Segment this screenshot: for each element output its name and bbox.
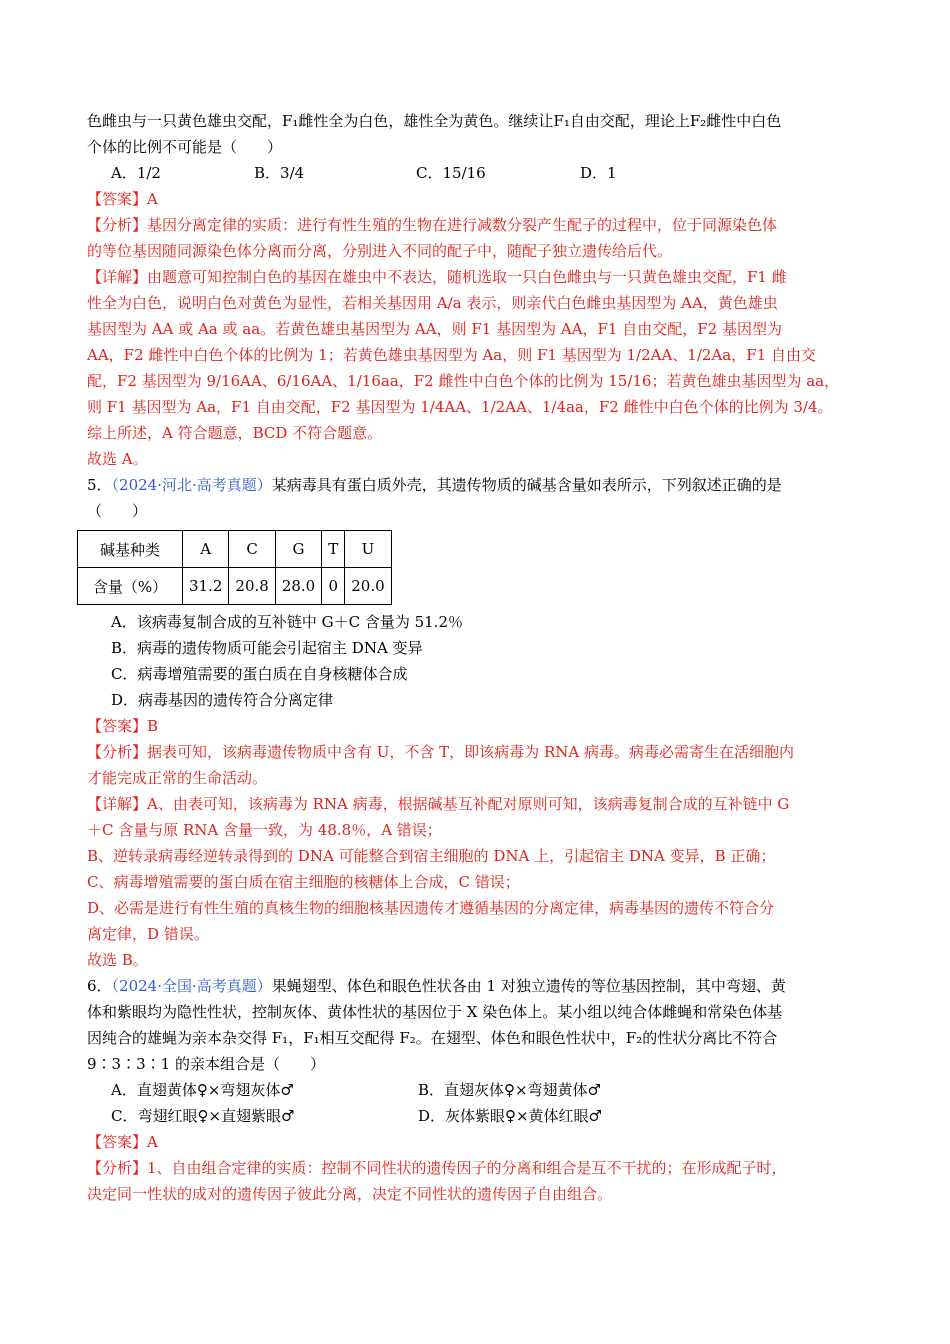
q5-number: 5．	[87, 476, 112, 494]
q6-stem-line-4: 9∶3∶3∶1 的亲本组合是（ ）	[87, 1055, 325, 1073]
q6-option-c: C．弯翅红眼♀×直翅紫眼♂	[111, 1107, 295, 1125]
table-row	[78, 531, 392, 568]
q6-stem: 果蝇翅型、体色和眼色性状各由 1 对独立遗传的等位基因控制，其中弯翅、黄	[271, 977, 786, 995]
q6-options-row-1	[87, 1077, 865, 1103]
q5-analysis-line-1: 【分析】据表可知，该病毒遗传物质中含有 U，不含 T，即该病毒为 RNA 病毒。病毒必需寄生在活细胞内	[87, 743, 794, 761]
q4-option-b: B．3/4	[254, 164, 305, 182]
q6-answer: 【答案】A	[87, 1133, 158, 1151]
q4-detail-line-1: 【详解】由题意可知控制白色的基因在雄虫中不表达，随机选取一只白色雌虫与一只黄色雄虫交配，F1 雌	[87, 268, 787, 286]
q6-stem-line-1	[87, 973, 865, 999]
q6-analysis-line-1: 【分析】1、自由组合定律的实质：控制不同性状的遗传因子的分离和组合是互不干扰的；在形成配子时，	[87, 1159, 787, 1177]
q6-options-row-2	[87, 1103, 865, 1129]
table-header-cell: 碱基种类	[78, 531, 183, 568]
q5-option-c: C．病毒增殖需要的蛋白质在自身核糖体合成	[111, 665, 408, 683]
q4-detail-line-7: 综上所述，A 符合题意，BCD 不符合题意。	[87, 424, 383, 442]
q5-stem-line-1	[87, 472, 865, 498]
q5-detail-line-5: D、必需是进行有性生殖的真核生物的细胞核基因遗传才遵循基因的分离定律，病毒基因的遗传不符合分	[87, 899, 775, 917]
table-cell: 20.0	[345, 568, 391, 605]
q4-option-d: D．1	[580, 164, 617, 182]
q5-source: （2024·河北·高考真题）	[111, 476, 272, 494]
q5-detail-line-1: 【详解】A、由表可知，该病毒为 RNA 病毒，根据碱基互补配对原则可知，该病毒复制合成的互补链中 G	[87, 795, 790, 813]
table-cell: A	[183, 531, 229, 568]
q5-option-d: D．病毒基因的遗传符合分离定律	[111, 691, 334, 709]
q5-stem: 某病毒具有蛋白质外壳，其遗传物质的碱基含量如表所示，下列叙述正确的是	[271, 476, 782, 494]
table-cell: G	[275, 531, 321, 568]
table-cell: 28.0	[275, 568, 321, 605]
q5-option-a: A．该病毒复制合成的互补链中 G＋C 含量为 51.2％	[111, 613, 463, 631]
q5-conclusion: 故选 B。	[87, 951, 148, 969]
q5-stem-line-2: （ ）	[87, 502, 148, 520]
q5-detail-line-2: ＋C 含量与原 RNA 含量一致，为 48.8％，A 错误；	[87, 821, 442, 839]
q4-detail-line-5: 配，F2 基因型为 9/16AA、6/16AA、1/16aa，F2 雌性中白色个体的比例为 15/16；若黄色雄虫基因型为 aa，	[87, 372, 840, 390]
q4-analysis-line-2: 的等位基因随同源染色体分离而分离，分别进入不同的配子中，随配子独立遗传给后代。	[87, 242, 673, 260]
q5-detail-line-4: C、病毒增殖需要的蛋白质在宿主细胞的核糖体上合成，C 错误；	[87, 873, 520, 891]
q6-option-a: A．直翅黄体♀×弯翅灰体♂	[111, 1081, 294, 1099]
q4-detail-line-6: 则 F1 基因型为 Aa，F1 自由交配，F2 基因型为 1/4AA、1/2AA、1/4aa，F2 雌性中白色个体的比例为 3/4。	[87, 398, 833, 416]
table-row	[78, 568, 392, 605]
q5-analysis-line-2: 才能完成正常的生命活动。	[87, 769, 268, 787]
q4-detail-line-3: 基因型为 AA 或 Aa 或 aa。若黄色雄虫基因型为 AA，则 F1 基因型为 AA，F1 自由交配，F2 基因型为	[87, 320, 782, 338]
base-content-table	[77, 530, 392, 605]
q4-detail-line-4: AA，F2 雌性中白色个体的比例为 1；若黄色雄虫基因型为 Aa，则 F1 基因型为 1/2AA、1/2Aa，F1 自由交	[87, 346, 816, 364]
q4-conclusion: 故选 A。	[87, 450, 148, 468]
table-cell: U	[345, 531, 391, 568]
q4-option-c: C．15/16	[416, 164, 486, 182]
q4-options	[87, 160, 865, 186]
q6-analysis-line-2: 决定同一性状的成对的遗传因子彼此分离，决定不同性状的遗传因子自由组合。	[87, 1185, 613, 1203]
table-cell: 0	[322, 568, 345, 605]
q4-detail-line-2: 性全为白色，说明白色对黄色为显性，若相关基因用 A/a 表示，则亲代白色雌虫基因型为 AA，黄色雄虫	[87, 294, 778, 312]
q4-answer: 【答案】A	[87, 190, 158, 208]
document-page	[87, 108, 865, 1207]
q5-answer: 【答案】B	[87, 717, 159, 735]
q4-option-a: A．1/2	[111, 164, 161, 182]
q5-detail-line-3: B、逆转录病毒经逆转录得到的 DNA 可能整合到宿主细胞的 DNA 上，引起宿主 DNA 变异，B 正确；	[87, 847, 776, 865]
table-header-cell: 含量（%）	[78, 568, 183, 605]
table-cell: T	[322, 531, 345, 568]
q6-stem-line-2: 体和紫眼均为隐性性状，控制灰体、黄体性状的基因位于 X 染色体上。某小组以纯合体雌蝇和常染色体基	[87, 1003, 783, 1021]
q6-source: （2024·全国·高考真题）	[111, 977, 272, 995]
q6-number: 6．	[87, 977, 112, 995]
table-cell: 31.2	[183, 568, 229, 605]
q6-option-b: B．直翅灰体♀×弯翅黄体♂	[418, 1081, 602, 1099]
q6-stem-line-3: 因纯合的雄蝇为亲本杂交得 F₁，F₁相互交配得 F₂。在翅型、体色和眼色性状中，F₂的性状分离比不符合	[87, 1029, 778, 1047]
table-cell: C	[229, 531, 275, 568]
q6-option-d: D．灰体紫眼♀×黄体红眼♂	[418, 1107, 603, 1125]
q4-stem-line-2: 个体的比例不可能是（ ）	[87, 138, 283, 156]
table-cell: 20.8	[229, 568, 275, 605]
q5-detail-line-6: 离定律，D 错误。	[87, 925, 209, 943]
q4-analysis-line-1: 【分析】基因分离定律的实质：进行有性生殖的生物在进行减数分裂产生配子的过程中，位于同源染色体	[87, 216, 778, 234]
q4-stem-line-1: 色雌虫与一只黄色雄虫交配，F₁雌性全为白色，雄性全为黄色。继续让F₁自由交配，理论上F₂雌性中白色	[87, 112, 782, 130]
q5-option-b: B．病毒的遗传物质可能会引起宿主 DNA 变异	[111, 639, 423, 657]
